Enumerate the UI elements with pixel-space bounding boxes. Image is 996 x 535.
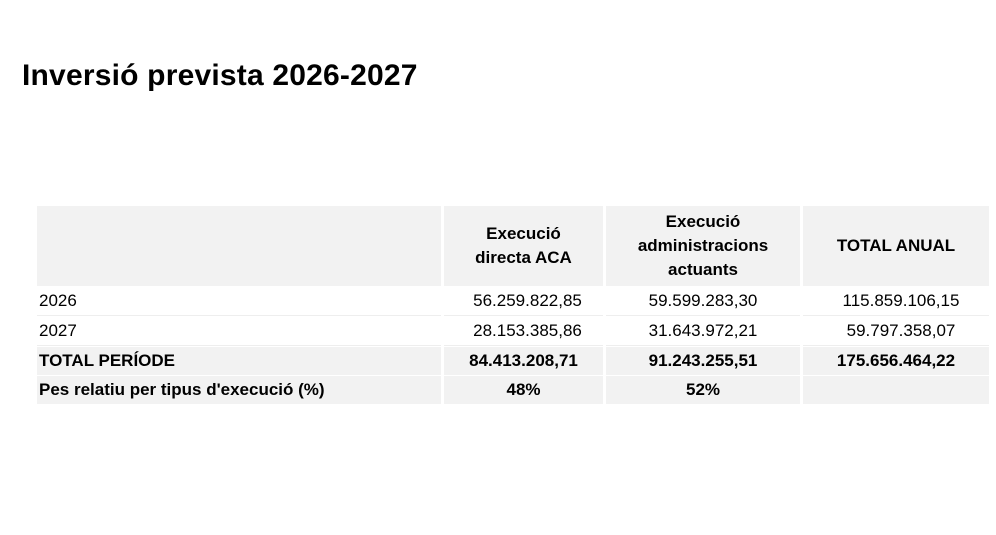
header-blank-cell: [37, 206, 441, 286]
table-row: [37, 317, 989, 346]
cell-administracions: 59.599.283,30: [606, 287, 800, 316]
total-directa: 84.413.208,71: [444, 347, 603, 375]
header-col2-line1: Execució: [665, 212, 741, 231]
total-total: 175.656.464,22: [803, 347, 989, 375]
pes-administracions: 52%: [606, 376, 800, 404]
total-periode-label: TOTAL PERÍODE: [37, 347, 441, 375]
total-periode-row: [37, 347, 989, 375]
pes-directa: 48%: [444, 376, 603, 404]
header-col3: TOTAL ANUAL: [836, 236, 956, 255]
cell-administracions: 31.643.972,21: [606, 317, 800, 346]
header-execucio-administracions: [606, 206, 800, 286]
header-execucio-directa: [444, 206, 603, 286]
cell-total: 115.859.106,15: [803, 287, 989, 316]
cell-total: 59.797.358,07: [803, 317, 989, 346]
row-label: 2027: [37, 317, 441, 346]
page-title: Inversió prevista 2026-2027: [22, 59, 418, 92]
table-header-row: [37, 206, 989, 286]
total-administracions: 91.243.255,51: [606, 347, 800, 375]
row-label: 2026: [37, 287, 441, 316]
pes-relatiu-row: [37, 376, 989, 404]
cell-directa: 56.259.822,85: [444, 287, 603, 316]
pes-empty-cell: [803, 376, 989, 404]
pes-relatiu-label: Pes relatiu per tipus d'execució (%): [37, 376, 441, 404]
header-col2-line3: actuants: [668, 260, 738, 279]
investment-table: [34, 205, 992, 405]
header-col1-line2: directa ACA: [475, 248, 572, 267]
cell-directa: 28.153.385,86: [444, 317, 603, 346]
header-col1-line1: Execució: [486, 224, 561, 243]
header-col2-line2: administracions: [637, 236, 769, 255]
table-row: [37, 287, 989, 316]
header-total-anual: [803, 206, 989, 286]
